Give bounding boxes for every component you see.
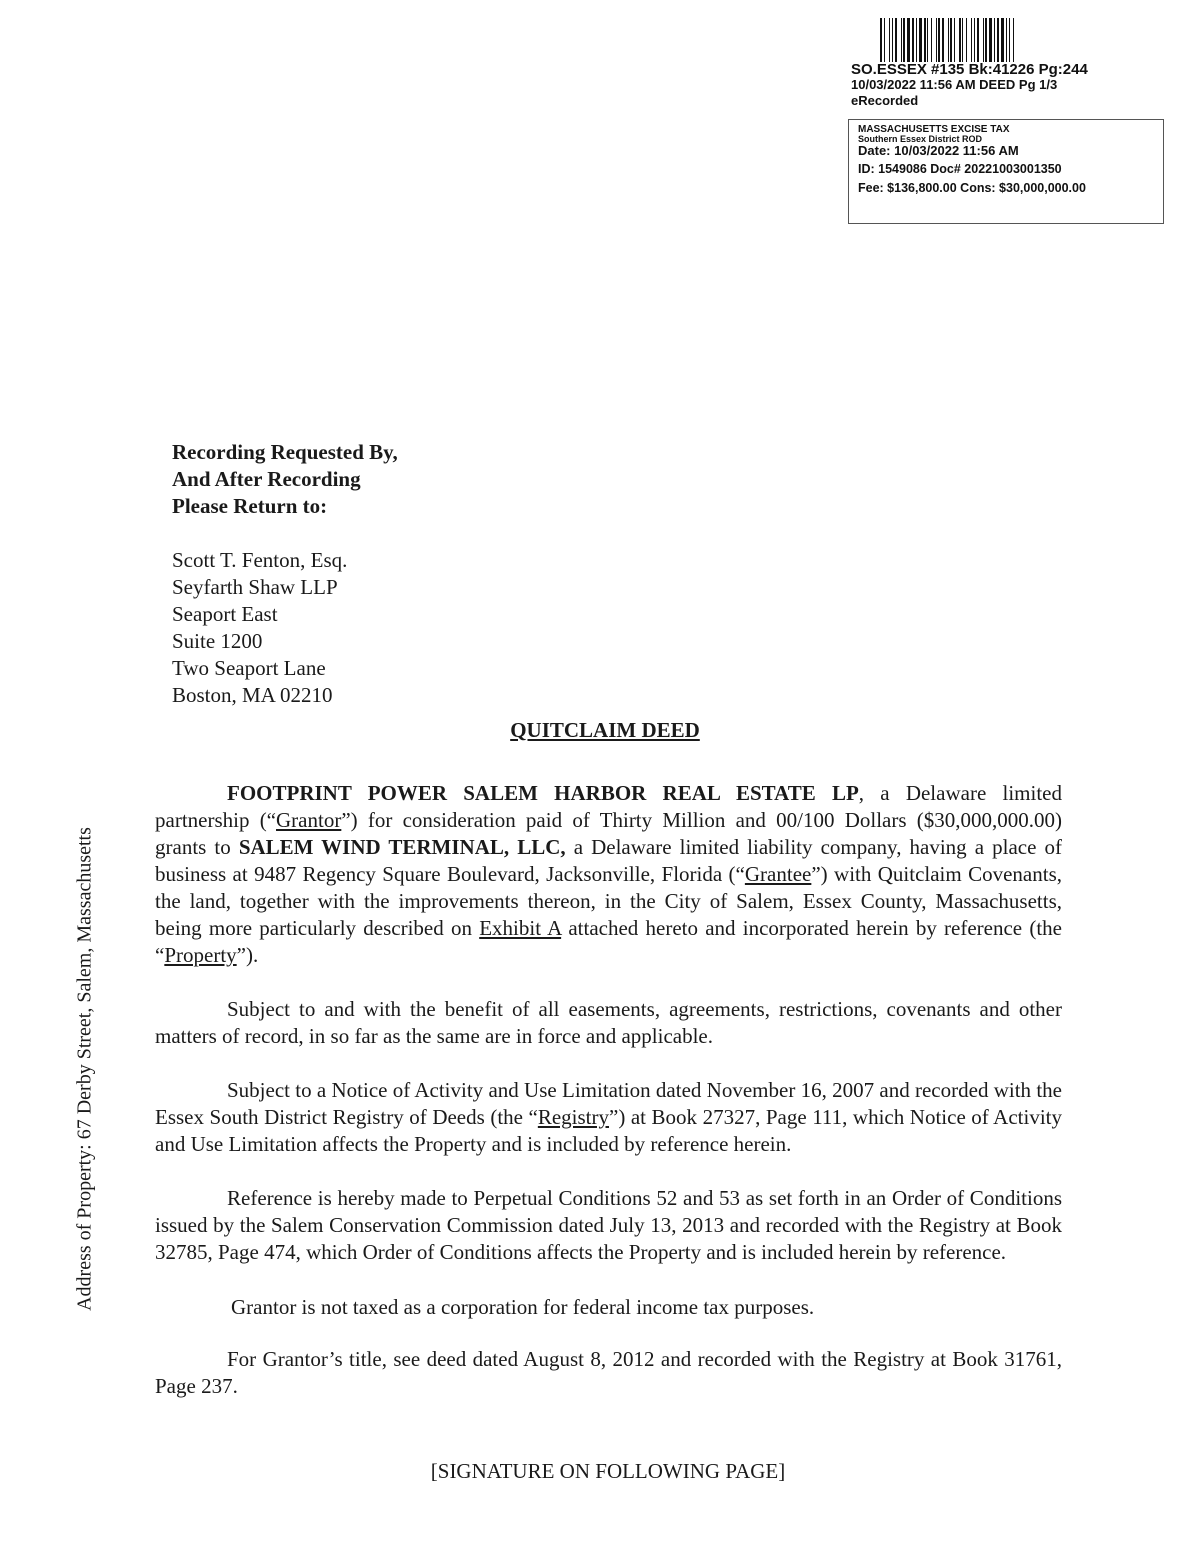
tax-stamp-fee: Fee: $136,800.00 Cons: $30,000,000.00 bbox=[858, 181, 1086, 195]
return-to-address bbox=[172, 547, 347, 709]
deed-body bbox=[155, 780, 1062, 1400]
easements-paragraph: Subject to and with the benefit of all easements, agreements, restrictions, covenants and other matters of record, in so far as the same are in force and applicable. bbox=[155, 997, 1062, 1048]
excise-tax-stamp bbox=[848, 119, 1164, 224]
grant-text: ”). bbox=[236, 943, 259, 967]
aul-paragraph bbox=[155, 1077, 1062, 1158]
address-line: Seaport East bbox=[172, 602, 278, 626]
return-to-header-line: And After Recording bbox=[172, 467, 361, 491]
tax-stamp-title: MASSACHUSETTS EXCISE TAX bbox=[858, 124, 1010, 135]
grant-paragraph bbox=[155, 780, 1062, 969]
property-address-side: Address of Property: 67 Derby Street, Salem, Massachusetts bbox=[73, 827, 96, 1311]
recording-stamp bbox=[851, 62, 1151, 110]
return-to-header-line: Please Return to: bbox=[172, 494, 328, 518]
address-line: Suite 1200 bbox=[172, 629, 263, 653]
recording-date: 10/03/2022 11:56 AM DEED Pg 1/3 bbox=[851, 77, 1058, 92]
tax-status-paragraph: Grantor is not taxed as a corporation for federal income tax purposes. bbox=[231, 1295, 815, 1319]
registry-term: Registry bbox=[537, 1105, 609, 1129]
document-title: QUITCLAIM DEED bbox=[510, 718, 700, 742]
grantee-term: Grantee bbox=[744, 862, 812, 886]
return-to-header bbox=[172, 439, 398, 520]
grant-text: attached hereto and incorporated herein by reference (the “ bbox=[155, 916, 1063, 967]
address-line: Boston, MA 02210 bbox=[172, 683, 333, 707]
aul-text: Subject to a Notice of Activity and Use Limitation dated November 16, 2007 and recorded with the Essex South District Registry of Deeds (the “ bbox=[155, 1078, 1062, 1129]
address-line: Scott T. Fenton, Esq. bbox=[172, 548, 348, 572]
grant-text: a Delaware limited liability company, having a place of business at 9487 Regency Square Boulevard, Jacksonville, Florida (“ bbox=[155, 835, 1062, 886]
grantor-name: FOOTPRINT POWER SALEM HARBOR REAL ESTATE LP bbox=[227, 781, 859, 805]
conditions-paragraph: Reference is hereby made to Perpetual Conditions 52 and 53 as set forth in an Order of Conditions issued by the Salem Conservation Commission dated July 13, 2013 and recorded with the Registry at Book 32785, Page 474, which Order of Conditions affects the Property and is included herein by reference. bbox=[155, 1186, 1062, 1264]
grantor-term: Grantor bbox=[276, 808, 342, 832]
return-to-header-line: Recording Requested By, bbox=[172, 440, 398, 464]
grantee-name: SALEM WIND TERMINAL, LLC, bbox=[238, 835, 566, 859]
grant-text: ”) with Quitclaim Covenants, the land, together with the improvements thereon, in the City of Salem, Essex County, Massachusetts, being more particularly described on bbox=[155, 862, 1062, 940]
barcode bbox=[880, 18, 1115, 62]
title-reference-paragraph: For Grantor’s title, see deed dated August 8, 2012 and recorded with the Registry at Book 31761, Page 237. bbox=[155, 1347, 1062, 1398]
address-line: Seyfarth Shaw LLP bbox=[172, 575, 338, 599]
grant-text: , a Delaware limited partnership (“ bbox=[155, 781, 1062, 832]
tax-stamp-id: ID: 1549086 Doc# 20221003001350 bbox=[858, 162, 1062, 176]
recording-book-page: SO.ESSEX #135 Bk:41226 Pg:244 bbox=[851, 61, 1088, 78]
property-term: Property bbox=[164, 943, 237, 967]
exhibit-reference: Exhibit A bbox=[479, 916, 562, 940]
erecorded-label: eRecorded bbox=[851, 93, 919, 108]
tax-stamp-district: Southern Essex District ROD bbox=[858, 134, 983, 144]
aul-text: ”) at Book 27327, Page 111, which Notice of Activity and Use Limitation affects the Property and is included by reference herein. bbox=[155, 1105, 1062, 1156]
address-line: Two Seaport Lane bbox=[172, 656, 326, 680]
signature-note: [SIGNATURE ON FOLLOWING PAGE] bbox=[430, 1459, 786, 1483]
grant-text: ”) for consideration paid of Thirty Million and 00/100 Dollars ($30,000,000.00) grants to bbox=[155, 808, 1062, 859]
tax-stamp-date: Date: 10/03/2022 11:56 AM bbox=[858, 143, 1019, 158]
